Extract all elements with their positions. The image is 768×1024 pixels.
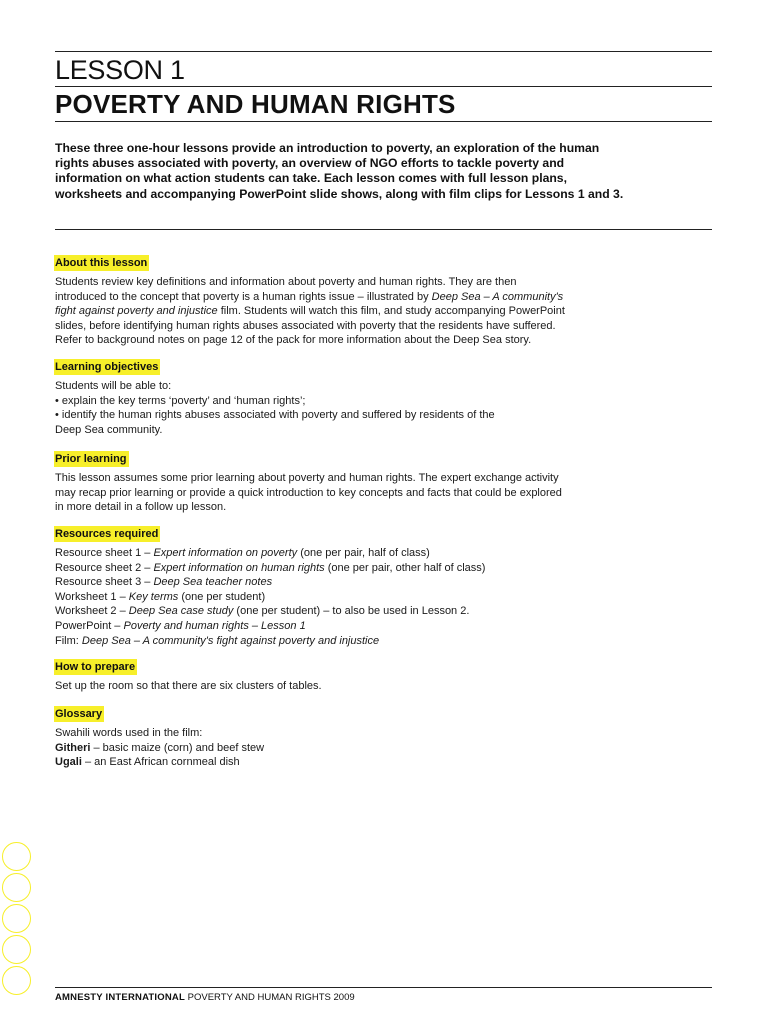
text-run: (one per student)	[178, 590, 266, 603]
film-title-text: fight against poverty and injustice	[55, 305, 218, 318]
glossary-term: Ugali	[55, 756, 82, 769]
circle-decoration	[2, 904, 31, 933]
body-line: This lesson assumes some prior learning about poverty and human rights. The expert exchange activity	[55, 472, 559, 484]
objective-bullet: • identify the human rights abuses associated with poverty and suffered by residents of the	[55, 409, 495, 422]
text-run: Resource sheet 3 –	[55, 576, 154, 589]
circle-decoration	[2, 873, 31, 902]
section-heading: Resources required	[55, 528, 159, 540]
section-heading: About this lesson	[55, 257, 148, 269]
text-run: (one per pair, half of class)	[297, 547, 430, 559]
intro-rule	[55, 229, 712, 230]
text-run: (one per pair, other half of class)	[324, 561, 486, 574]
section-body	[55, 471, 675, 515]
resource-title: Expert information on poverty	[153, 547, 298, 559]
section-heading: How to prepare	[55, 661, 136, 673]
lesson-number: LESSON 1	[55, 55, 185, 85]
resource-item	[55, 590, 675, 605]
top-rule	[55, 51, 712, 52]
about-section	[55, 253, 675, 348]
resource-title: Poverty and human rights – Lesson 1	[123, 619, 306, 632]
section-body	[55, 726, 675, 770]
resource-title: Deep Sea – A community's fight against poverty and injustice	[81, 634, 380, 647]
resource-title: Deep Sea teacher notes	[153, 576, 273, 589]
resource-item	[55, 604, 675, 619]
circle-decoration	[2, 935, 31, 964]
resource-item	[55, 546, 675, 561]
resource-item	[55, 634, 675, 649]
text-run: Resource sheet 2 –	[55, 561, 154, 574]
intro-line: information on what action students can take. Each lesson comes with full lesson plans,	[55, 171, 567, 186]
body-line: Students review key definitions and information about poverty and human rights. They are then	[55, 276, 517, 288]
body-line: slides, before identifying human rights abuses associated with poverty that the residents have suffered.	[55, 319, 556, 332]
section-heading: Glossary	[55, 708, 103, 720]
glossary-section	[55, 704, 675, 770]
footer-rule	[55, 987, 712, 988]
text-run: Film:	[55, 634, 82, 647]
intro-line: rights abuses associated with poverty, an overview of NGO efforts to tackle poverty and	[55, 156, 565, 171]
section-body	[55, 546, 675, 648]
resource-title: Expert information on human rights	[153, 561, 325, 574]
glossary-definition: – basic maize (corn) and beef stew	[90, 741, 265, 754]
glossary-definition: – an East African cornmeal dish	[81, 756, 240, 769]
objective-bullet: • explain the key terms ‘poverty’ and ‘human rights’;	[55, 394, 306, 407]
intro-line: These three one-hour lessons provide an introduction to poverty, an exploration of the human	[55, 141, 600, 155]
film-title-text: Deep Sea – A community's	[431, 290, 564, 303]
resource-title: Key terms	[128, 590, 179, 603]
text-run: Worksheet 1 –	[55, 590, 129, 603]
body-line	[55, 304, 675, 319]
text-run: Worksheet 2 –	[55, 605, 129, 618]
section-body	[55, 275, 675, 348]
objectives-section	[55, 357, 675, 437]
title-rule	[55, 86, 712, 87]
section-heading: Prior learning	[55, 453, 127, 465]
footer	[55, 992, 355, 1004]
decorative-circles	[0, 842, 40, 1002]
body-line: Students will be able to:	[55, 380, 172, 392]
resource-title: Deep Sea case study	[128, 605, 234, 618]
footer-text: POVERTY AND HUMAN RIGHTS 2009	[185, 992, 355, 1003]
title-bottom-rule	[55, 121, 712, 122]
prior-learning-section	[55, 449, 675, 515]
page-title: POVERTY AND HUMAN RIGHTS	[55, 89, 456, 119]
prepare-section	[55, 657, 675, 694]
text-run: film. Students will watch this film, and study accompanying PowerPoint	[217, 305, 565, 318]
footer-org: AMNESTY INTERNATIONAL	[55, 992, 185, 1003]
glossary-entry	[55, 741, 675, 756]
glossary-term: Githeri	[55, 741, 91, 754]
glossary-entry	[55, 755, 675, 770]
text-run: PowerPoint –	[55, 619, 124, 632]
section-body	[55, 379, 675, 437]
section-heading: Learning objectives	[55, 361, 159, 373]
circle-decoration	[2, 842, 31, 871]
intro-paragraph	[55, 141, 675, 202]
text-run: introduced to the concept that poverty is a human rights issue – illustrated by	[55, 290, 432, 303]
resource-item	[55, 561, 675, 576]
body-line	[55, 290, 675, 305]
body-line: Deep Sea community.	[55, 423, 163, 436]
text-run: (one per student) – to also be used in Lesson 2.	[233, 605, 470, 618]
resources-section	[55, 524, 675, 648]
body-line: Swahili words used in the film:	[55, 727, 203, 739]
body-line: in more detail in a follow up lesson.	[55, 501, 227, 514]
text-run: Resource sheet 1 –	[55, 547, 154, 559]
body-line: may recap prior learning or provide a quick introduction to key concepts and facts that could be explored	[55, 486, 562, 499]
resource-item	[55, 575, 675, 590]
circle-decoration	[2, 966, 31, 995]
intro-line: worksheets and accompanying PowerPoint slide shows, along with film clips for Lessons 1 and 3.	[55, 186, 624, 201]
body-line: Set up the room so that there are six clusters of tables.	[55, 680, 322, 692]
body-line: Refer to background notes on page 12 of the pack for more information about the Deep Sea story.	[55, 334, 532, 347]
section-body	[55, 679, 675, 694]
resource-item	[55, 619, 675, 634]
